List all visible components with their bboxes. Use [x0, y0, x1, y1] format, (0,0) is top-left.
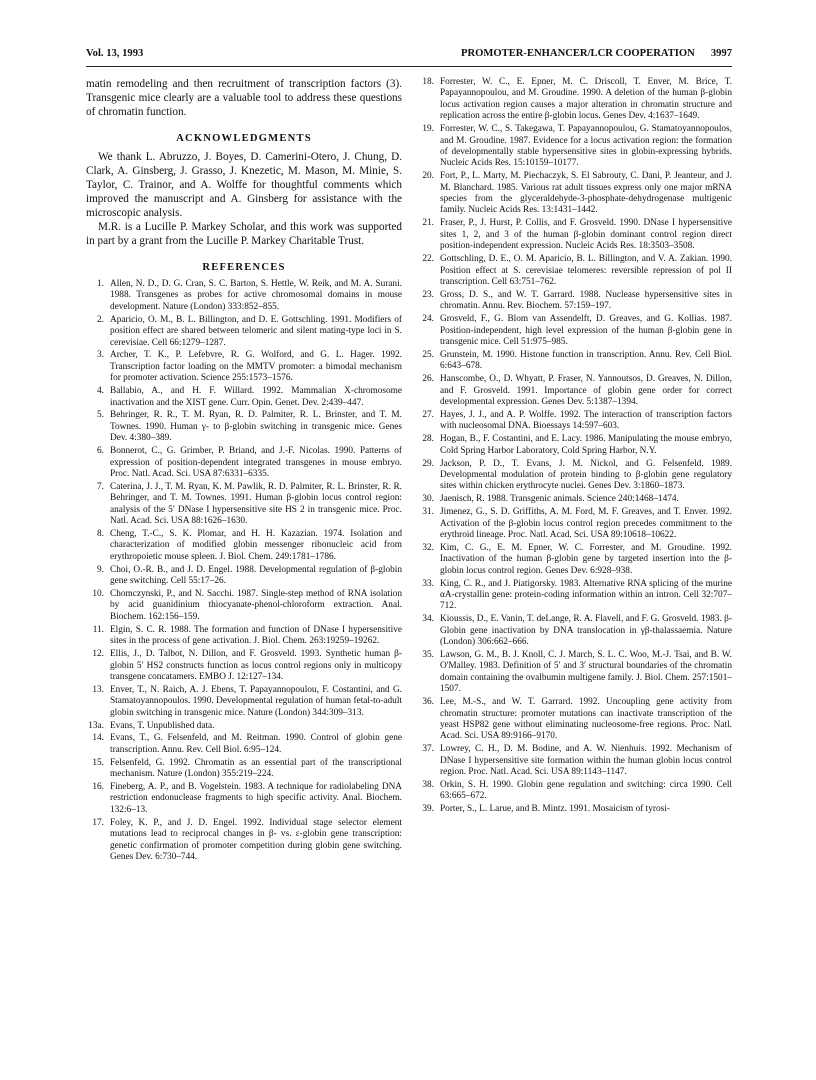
- reference-item: [86, 279, 402, 313]
- reference-number: 36.: [422, 697, 434, 708]
- reference-item: [416, 579, 732, 613]
- reference-number: 18.: [422, 77, 434, 87]
- reference-number: 13a.: [88, 720, 104, 731]
- reference-number: 8.: [97, 529, 104, 540]
- volume-label: Vol. 13, 1993: [86, 48, 144, 59]
- reference-item: [86, 758, 402, 781]
- reference-text: Orkin, S. H. 1990. Globin gene regulation and switching: circa 1990. Cell 63:665–672.: [440, 779, 732, 802]
- reference-item: [416, 650, 732, 696]
- reference-number: 25.: [422, 349, 434, 360]
- reference-item: [86, 589, 402, 623]
- reference-number: 26.: [422, 374, 434, 385]
- reference-number: 22.: [422, 254, 434, 265]
- acknowledgments-heading: ACKNOWLEDGMENTS: [176, 133, 312, 144]
- reference-number: 32.: [422, 542, 434, 553]
- reference-item: [416, 459, 732, 493]
- reference-text: Porter, S., L. Larue, and B. Mintz. 1991. Mosaicism of tyrosi-: [440, 804, 670, 815]
- reference-text: Enver, T., N. Raich, A. J. Ebens, T. Papayannopoulou, F. Costantini, and G. Stamatoyannopoulos. 1990. Developmental regulation of human fetal-to-adult globin switching in transgenic mice. Nature (London) 344:309–313.: [110, 684, 402, 718]
- acknowledgments-paragraph-2: M.R. is a Lucille P. Markey Scholar, and this work was supported in part by a grant from the Lucille P. Markey Charitable Trust.: [86, 221, 402, 247]
- reference-item: [86, 649, 402, 683]
- reference-number: 20.: [422, 171, 434, 182]
- reference-item: [416, 314, 732, 348]
- reference-text: Archer, T. K., P. Lefebvre, R. G. Wolford, and G. L. Hager. 1992. Transcription factor loading on the MMTV promoter: a bimodal mechanism for promoter activation. Science 255:1573–1576.: [110, 350, 402, 384]
- reference-item: [416, 614, 732, 648]
- reference-item: [86, 350, 402, 384]
- reference-number: 33.: [422, 578, 434, 589]
- reference-text: Felsenfeld, G. 1992. Chromatin as an essential part of the transcriptional mechanism. Nature (London) 355:219–224.: [110, 757, 402, 780]
- reference-text: Lawson, G. M., B. J. Knoll, C. J. March, S. L. C. Woo, M.-J. Tsai, and B. W. O'Malley. 1983. Definition of 5′ and 3′ structural boundaries of the chromatin domain containing the ovalbumin multigene family. J. Biol. Chem. 257:1501–1507.: [440, 650, 732, 695]
- reference-text: Fort, P., L. Marty, M. Piechaczyk, S. El Sabrouty, C. Dani, P. Jeanteur, and J. M. Blanchard. 1985. Various rat adult tissues express only one major mRNA species from the glyceraldehyde-3-phosphate-dehydrogenase multigenic family. Nucleic Acids Res. 13:1431–1442.: [440, 171, 732, 216]
- reference-item: [86, 685, 402, 719]
- reference-number: 21.: [422, 218, 434, 229]
- running-title: PROMOTER-ENHANCER/LCR COOPERATION: [461, 48, 695, 59]
- reference-item: [416, 290, 732, 313]
- reference-item: [86, 386, 402, 409]
- reference-text: Grunstein, M. 1990. Histone function in transcription. Annu. Rev. Cell Biol. 6:643–678.: [440, 349, 732, 372]
- reference-number: 34.: [422, 614, 434, 625]
- reference-text: Evans, T., G. Felsenfeld, and M. Reitman. 1990. Control of globin gene transcription. Annu. Rev. Cell Biol. 6:95–124.: [110, 733, 402, 755]
- reference-number: 14.: [92, 733, 104, 744]
- reference-text: Kioussis, D., E. Vanin, T. deLange, R. A. Flavell, and F. G. Grosveld. 1983. β-Globin gene inactivation by DNA translocation in γβ-thalassaemia. Nature (London) 306:662–666.: [440, 614, 732, 648]
- reference-text: Aparicio, O. M., B. L. Billington, and D. E. Gottschling. 1991. Modifiers of position effect are shared between telomeric and silent mating-type loci in S. cerevisiae. Cell 66:1279–1287.: [110, 314, 402, 348]
- reference-item: [86, 529, 402, 563]
- reference-text: Grosveld, F., G. Blom van Assendelft, D. Greaves, and G. Kollias. 1987. Position-independent, high level expression of the human β-globin gene in transgenic mice. Cell 51:975–985.: [440, 314, 732, 347]
- reference-text: Cheng, T.-C., S. K. Plomar, and H. H. Kazazian. 1974. Isolation and characterization of modified globin messenger ribonucleic acid from erythropoietic mouse spleen. J. Biol. Chem. 249:1781–1786.: [110, 529, 402, 562]
- reference-text: Foley, K. P., and J. D. Engel. 1992. Individual stage selector element mutations lead to reciprocal changes in β- vs. ε-globin gene transcription: genetic confirmation of promoter competition during globin gene switching. Genes Dev. 6:730–744.: [110, 817, 402, 862]
- reference-text: King, C. R., and J. Piatigorsky. 1983. Alternative RNA splicing of the murine αA-crystallin gene: protein-coding information within an intron. Cell 32:707–712.: [440, 578, 732, 612]
- reference-text: Forrester, W. C., E. Epner, M. C. Driscoll, T. Enver, M. Brice, T. Papayannopoulou, and M. Groudine. 1990. A deletion of the human β-globin locus activation region causes a major alteration in chromatin structure and replication across the entire β-globin locus. Genes Dev. 4:1637–1649.: [440, 77, 732, 122]
- header-right: [461, 48, 732, 59]
- reference-item: [416, 804, 732, 815]
- reference-text: Hogan, B., F. Costantini, and E. Lacy. 1986. Manipulating the mouse embryo, Cold Spring Harbor Laboratory, Cold Spring Harbor, N.Y.: [440, 434, 732, 456]
- references-heading: REFERENCES: [202, 262, 286, 273]
- reference-item: [416, 507, 732, 541]
- reference-item: [86, 565, 402, 588]
- reference-text: Behringer, R. R., T. M. Ryan, R. D. Palmiter, R. L. Brinster, and T. M. Townes. 1990. Human γ- to β-globin switching in transgenic mice. Genes Dev. 4:380–389.: [110, 410, 402, 444]
- left-column: [86, 77, 402, 865]
- reference-number: 28.: [422, 434, 434, 445]
- reference-text: Kim, C. G., E. M. Epner, W. C. Forrester, and M. Groudine. 1992. Inactivation of the human β-globin gene by targeted insertion into the β-globin locus control region. Genes Dev. 6:928–938.: [440, 542, 732, 576]
- reference-number: 29.: [422, 458, 434, 469]
- reference-text: Gross, D. S., and W. T. Garrard. 1988. Nuclease hypersensitive sites in chromatin. Annu. Rev. Biochem. 57:159–197.: [440, 289, 732, 312]
- references-list-left: [86, 279, 402, 863]
- reference-number: 7.: [97, 481, 104, 492]
- reference-text: Ellis, J., D. Talbot, N. Dillon, and F. Grosveld. 1993. Synthetic human β-globin 5′ HS2 constructs function as locus control regions only in multicopy transgene concatamers. EMBO J. 12:127–134.: [110, 649, 402, 682]
- right-column: [416, 77, 732, 817]
- reference-text: Chomczynski, P., and N. Sacchi. 1987. Single-step method of RNA isolation by acid guanidinium thiocyanate-phenol-chloroform extraction. Anal. Biochem. 162:156–159.: [110, 589, 402, 622]
- page-number: 3997: [710, 48, 732, 59]
- reference-item: [416, 374, 732, 408]
- reference-item: [416, 494, 732, 505]
- reference-item: [86, 625, 402, 648]
- reference-text: Fineberg, A. P., and B. Vogelstein. 1983. A technique for radiolabeling DNA restriction endonuclease fragments to high specific activity. Anal. Biochem. 132:6–13.: [110, 782, 402, 815]
- reference-item: [416, 171, 732, 217]
- reference-item: [416, 780, 732, 803]
- reference-number: 13.: [92, 684, 104, 695]
- reference-item: [86, 733, 402, 756]
- acknowledgments-paragraph-1: We thank L. Abruzzo, J. Boyes, D. Camerini-Otero, J. Chung, D. Clark, A. Ginsberg, J. Grasso, J. Knezetic, M. Mason, M. Minie, S. Taylor, C. Trainor, and A. Wolffe for thoughtful comments which improved the manuscript and A. Ginsberg for assistance with the microscopic analysis.: [86, 151, 402, 219]
- reference-item: [86, 782, 402, 816]
- reference-number: 23.: [422, 289, 434, 300]
- reference-number: 39.: [422, 804, 434, 815]
- reference-text: Lee, M.-S., and W. T. Garrard. 1992. Uncoupling gene activity from chromatin structure: promoter mutations can inactivate transcription of the yeast HSP82 gene without eliminating nucleosome-free regions. Proc. Natl. Acad. Sci. USA 89:9166–9170.: [440, 697, 732, 742]
- reference-number: 15.: [92, 757, 104, 768]
- reference-text: Choi, O.-R. B., and J. D. Engel. 1988. Developmental regulation of β-globin gene switching. Cell 55:17–26.: [110, 564, 402, 587]
- reference-text: Forrester, W. C., S. Takegawa, T. Papayannopoulou, G. Stamatoyannopoulos, and M. Groudine. 1987. Evidence for a locus activation region: the formation of developmentally stable hypersensitive sites in globin-expressing hybrids. Nucleic Acids Res. 15:10159–10177.: [440, 124, 732, 169]
- reference-number: 2.: [97, 314, 104, 325]
- reference-item: [86, 721, 402, 732]
- reference-number: 24.: [422, 314, 434, 325]
- reference-item: [416, 77, 732, 123]
- reference-number: 37.: [422, 744, 434, 755]
- reference-number: 17.: [92, 817, 104, 828]
- reference-text: Hayes, J. J., and A. P. Wolffe. 1992. The interaction of transcription factors with nucleosomal DNA. Bioessays 14:597–603.: [440, 409, 732, 432]
- reference-text: Jimenez, G., S. D. Griffiths, A. M. Ford, M. F. Greaves, and T. Enver. 1992. Activation of the β-globin locus control region precedes commitment to the erythroid lineage. Proc. Natl. Acad. Sci. USA 89:10618–10622.: [440, 507, 732, 540]
- reference-text: Lowrey, C. H., D. M. Bodine, and A. W. Nienhuis. 1992. Mechanism of DNase I hypersensitive site formation within the human globin locus control region. Proc. Natl. Acad. Sci. USA 89:1143–1147.: [440, 744, 732, 778]
- running-header: [86, 48, 732, 64]
- reference-item: [86, 446, 402, 480]
- reference-text: Caterina, J. J., T. M. Ryan, K. M. Pawlik, R. D. Palmiter, R. L. Brinster, R. R. Behringer, and T. M. Townes. 1991. Human β-globin locus control region: analysis of the 5′ DNase I hypersensitive site HS 2 in transgenic mice. Proc. Natl. Acad. Sci. USA 88:1626–1630.: [110, 481, 402, 527]
- reference-number: 12.: [92, 649, 104, 660]
- reference-number: 27.: [422, 409, 434, 420]
- reference-text: Ballabio, A., and H. F. Willard. 1992. Mammalian X-chromosome inactivation and the XIST gene. Curr. Opin. Genet. Dev. 2:439–447.: [110, 386, 402, 408]
- reference-number: 1.: [97, 279, 104, 289]
- reference-number: 11.: [92, 624, 104, 635]
- reference-number: 35.: [422, 650, 434, 660]
- reference-text: Bonnerot, C., G. Grimber, P. Briand, and J.-F. Nicolas. 1990. Patterns of expression of position-dependent integrated transgenes in mouse embryo. Proc. Natl. Acad. Sci. USA 87:6331–6335.: [110, 446, 402, 479]
- reference-item: [416, 434, 732, 457]
- reference-item: [416, 410, 732, 433]
- reference-item: [86, 818, 402, 864]
- reference-number: 3.: [97, 350, 104, 361]
- reference-text: Hanscombe, O., D. Whyatt, P. Fraser, N. Yannoutsos, D. Greaves, N. Dillon, and F. Grosveld. 1991. Importance of globin gene order for correct developmental expression. Genes Dev. 5:1387–1394.: [440, 374, 732, 407]
- reference-number: 9.: [97, 564, 104, 575]
- reference-text: Fraser, P., J. Hurst, P. Collis, and F. Grosveld. 1990. DNase I hypersensitive sites 1, 2, and 3 of the human β-globin dominant control region direct position-independent expression. Nucleic Acids Res. 18:3503–3508.: [440, 218, 732, 252]
- intro-paragraph: matin remodeling and then recruitment of transcription factors (3). Transgenic mice clearly are a valuable tool to address these questions of chromatin function.: [86, 78, 402, 118]
- reference-number: 19.: [422, 124, 434, 135]
- reference-item: [416, 350, 732, 373]
- reference-number: 38.: [422, 779, 434, 790]
- reference-text: Allen, N. D., D. G. Cran, S. C. Barton, S. Hettle, W. Reik, and M. A. Surani. 1988. Transgenes as probes for active chromosomal domains in mouse development. Nature (London) 333:852–855.: [110, 279, 402, 312]
- reference-number: 16.: [92, 782, 104, 793]
- reference-item: [416, 697, 732, 743]
- reference-item: [86, 315, 402, 349]
- reference-item: [416, 254, 732, 288]
- reference-item: [86, 410, 402, 444]
- reference-number: 6.: [97, 446, 104, 457]
- reference-number: 31.: [422, 507, 434, 518]
- references-list-right: [416, 77, 732, 816]
- reference-number: 30.: [422, 494, 434, 505]
- reference-item: [416, 543, 732, 577]
- reference-text: Elgin, S. C. R. 1988. The formation and function of DNase I hypersensitive sites in the process of gene activation. J. Biol. Chem. 263:19259–19262.: [110, 624, 402, 647]
- reference-item: [416, 124, 732, 170]
- reference-number: 4.: [97, 386, 104, 397]
- reference-text: Jackson, P. D., T. Evans, J. M. Nickol, and G. Felsenfeld. 1989. Developmental modulation of protein binding to β-globin gene regulatory sites within chicken erythrocyte nuclei. Genes Dev. 3:1860–1873.: [440, 458, 732, 492]
- reference-number: 10.: [92, 589, 104, 600]
- reference-item: [416, 744, 732, 778]
- reference-item: [416, 218, 732, 252]
- reference-text: Jaenisch, R. 1988. Transgenic animals. Science 240:1468–1474.: [440, 494, 679, 505]
- header-rule: [86, 66, 732, 67]
- reference-text: Evans, T. Unpublished data.: [110, 720, 215, 731]
- reference-number: 5.: [97, 410, 104, 421]
- reference-text: Gottschling, D. E., O. M. Aparicio, B. L. Billington, and V. A. Zakian. 1990. Position effect at S. cerevisiae telomeres: reversible repression of pol II transcription. Cell 63:751–762.: [440, 254, 732, 287]
- reference-item: [86, 482, 402, 528]
